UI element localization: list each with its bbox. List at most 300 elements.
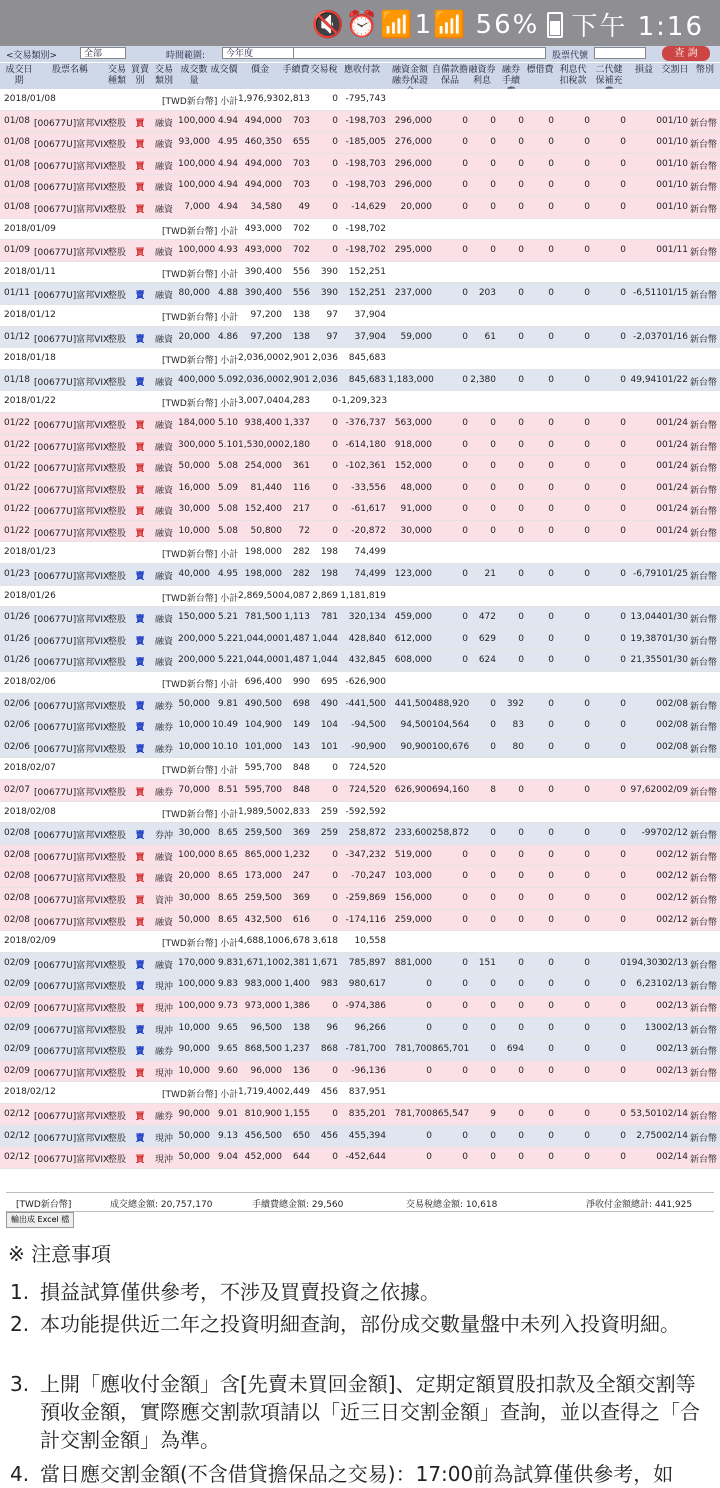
cell-trade-type: 融資 <box>154 528 173 539</box>
cell-stock-name: [00677U]富邦VIX <box>34 658 110 669</box>
cell-tax: 0 <box>332 158 338 169</box>
cell-settle-date: 02/13 <box>662 1000 688 1011</box>
cell-quantity: 184,000 <box>178 417 216 428</box>
cell-price: 9.13 <box>217 1130 238 1141</box>
header-collateral[interactable]: 自備款擔保品 <box>432 65 469 86</box>
cell-price: 5.08 <box>217 525 238 536</box>
cell-currency: 新台幣 <box>690 917 718 928</box>
type-select[interactable]: 全部 <box>80 47 126 59</box>
cell-buy-sell: 賣 <box>135 831 145 842</box>
cell-amount: 259,500 <box>244 892 282 903</box>
cell-settle-date: 02/08 <box>662 741 688 752</box>
cell-settle-date: 02/13 <box>662 979 688 990</box>
cell-margin-amount: 276,000 <box>394 137 432 148</box>
cell-margin-amount: 781,700 <box>394 1108 432 1119</box>
header-stock-name[interactable]: 股票名稱 <box>51 65 88 75</box>
cell-buy-sell: 賣 <box>135 1025 145 1036</box>
cell-buy-sell: 買 <box>135 118 145 129</box>
cell-interest-tax: 0 <box>584 461 590 472</box>
stock-code-input[interactable] <box>594 47 646 59</box>
cell-margin-interest: 0 <box>490 417 496 428</box>
cell-price: 10.10 <box>212 741 238 752</box>
cell-interest-tax: 0 <box>584 1044 590 1055</box>
cell-settle-date: 01/30 <box>662 612 688 623</box>
cell-quantity: 50,000 <box>178 914 210 925</box>
cell-margin-interest: 61 <box>484 331 496 342</box>
cell-buy-sell: 買 <box>135 161 145 172</box>
export-excel-button[interactable]: 輸出成 Excel 檔 <box>6 1212 74 1228</box>
cell-price: 8.65 <box>217 871 238 882</box>
cell-buy-sell: 賣 <box>135 1133 145 1144</box>
cell-quantity: 10,000 <box>178 741 210 752</box>
header-buy-sell[interactable]: 買賣別 <box>130 65 149 86</box>
cell-health-fee: 0 <box>620 439 626 450</box>
header-margin-interest[interactable]: 融資券利息 <box>468 65 496 86</box>
cell-currency: 新台幣 <box>690 442 718 453</box>
cell-receivable: 724,520 <box>348 763 386 774</box>
cell-trade-kind: 整股 <box>107 615 126 626</box>
cell-borrow-fee: 0 <box>548 785 554 795</box>
cell-margin-interest: 0 <box>490 914 496 925</box>
cell-fee: 702 <box>292 245 310 256</box>
cell-collateral: 104,564 <box>432 720 470 731</box>
cell-stock-name: [00677U]富邦VIX <box>34 507 110 518</box>
cell-borrow-fee: 0 <box>548 741 554 752</box>
cell-trade-date: 01/26 <box>4 612 30 623</box>
cell-profit-loss: 0 <box>656 525 662 536</box>
cell-receivable: 724,520 <box>348 785 386 795</box>
cell-health-fee: 0 <box>620 504 626 515</box>
cell-short-fee: 0 <box>518 1130 524 1141</box>
cell-borrow-fee: 0 <box>548 612 554 623</box>
cell-margin-amount: 123,000 <box>394 569 432 580</box>
cell-buy-sell: 賣 <box>135 744 145 755</box>
cell-stock-name: [00677U]富邦VIX <box>34 917 110 928</box>
cell-buy-sell: 賣 <box>135 960 145 971</box>
cell-collateral: 0 <box>462 201 468 212</box>
cell-margin-interest: 0 <box>490 482 496 493</box>
cell-borrow-fee: 0 <box>548 914 554 925</box>
table-row <box>0 888 720 910</box>
cell-stock-name: [00677U]富邦VIX <box>34 1068 110 1079</box>
cell-trade-date: 2018/02/06 <box>4 677 56 688</box>
cell-fee: 282 <box>292 569 310 580</box>
cell-stock-name: [00677U]富邦VIX <box>34 161 110 172</box>
cell-margin-interest: 9 <box>490 1108 496 1119</box>
cell-quantity: 93,000 <box>178 137 210 148</box>
header-currency[interactable]: 幣別 <box>695 65 714 75</box>
header-margin-amount[interactable]: 融資金額融券保證 <box>391 65 428 86</box>
cell-margin-amount: 626,900 <box>394 785 432 795</box>
cell-currency: 新台幣 <box>690 140 718 151</box>
cell-tax: 198 <box>320 569 338 580</box>
cell-price: 4.93 <box>217 245 238 256</box>
cell-margin-interest: 0 <box>490 720 496 731</box>
header-settle-date[interactable]: 交割日 <box>661 65 689 75</box>
cell-settle-date: 02/08 <box>662 720 688 731</box>
cell-currency: 新台幣 <box>690 1047 718 1058</box>
cell-trade-type: 融資 <box>154 507 173 518</box>
table-row <box>0 1039 720 1061</box>
cell-buy-sell: 買 <box>135 183 145 194</box>
cell-trade-date: 02/06 <box>4 741 30 752</box>
cell-trade-date: 01/22 <box>4 417 30 428</box>
cell-interest-tax: 0 <box>584 1065 590 1076</box>
cell-price: 4.94 <box>217 201 238 212</box>
cell-trade-date: 01/09 <box>4 245 30 256</box>
cell-price: 5.08 <box>217 504 238 515</box>
cell-buy-sell: 買 <box>135 1111 145 1122</box>
cell-interest-tax: 0 <box>584 1000 590 1011</box>
cell-tax: 390 <box>320 288 338 299</box>
cell-interest-tax: 0 <box>584 1108 590 1119</box>
cell-margin-interest: 151 <box>478 957 496 968</box>
cell-profit-loss: 0 <box>656 137 662 148</box>
cell-amount: 2,036,000 <box>238 374 284 385</box>
status-icons: 🔇⏰📶1📶 <box>311 9 468 40</box>
cell-settle-date: 02/13 <box>662 1022 688 1033</box>
cell-interest-tax: 0 <box>584 331 590 342</box>
cell-quantity: 100,000 <box>178 245 216 256</box>
cell-trade-kind: 整股 <box>107 658 126 669</box>
cell-health-fee: 0 <box>620 245 626 256</box>
cell-trade-type: 現沖 <box>154 1025 173 1036</box>
cell-amount: 983,000 <box>244 979 282 990</box>
cell-receivable: -974,386 <box>345 1000 386 1011</box>
cell-health-fee: 0 <box>620 482 626 493</box>
cell-quantity: 70,000 <box>178 785 210 795</box>
cell-trade-date: 2018/02/09 <box>4 936 56 947</box>
header-health-fee[interactable]: 二代健保補充 <box>595 65 623 86</box>
cell-trade-type: 融資 <box>154 118 173 129</box>
cell-short-fee: 0 <box>518 115 524 126</box>
cell-stock-name: [00677U]富邦VIX <box>34 960 110 971</box>
cell-settle-date: 02/14 <box>662 1108 688 1119</box>
cell-price: 4.95 <box>217 569 238 580</box>
cell-price: 10.49 <box>212 720 238 731</box>
cell-price: 5.08 <box>217 461 238 472</box>
header-receivable[interactable]: 應收付款 <box>343 65 380 75</box>
subtotal-row <box>0 1082 720 1104</box>
cell-collateral: 0 <box>462 504 468 515</box>
cell-interest-tax: 0 <box>584 180 590 191</box>
cell-receivable: 152,251 <box>348 266 386 277</box>
cell-fee: 990 <box>292 677 310 688</box>
cell-collateral: 0 <box>462 115 468 126</box>
cell-currency: 新台幣 <box>690 420 718 431</box>
cell-interest-tax: 0 <box>584 504 590 515</box>
cell-trade-date: 02/12 <box>4 1130 30 1141</box>
cell-trade-date: 02/07 <box>4 785 30 795</box>
cell-health-fee: 0 <box>620 849 626 860</box>
cell-trade-date: 02/06 <box>4 698 30 709</box>
cell-amount: 781,500 <box>244 612 282 623</box>
cell-settle-date: 01/24 <box>662 439 688 450</box>
cell-trade-type: [TWD新台幣] 小計 <box>162 939 239 950</box>
cell-collateral: 0 <box>462 655 468 666</box>
cell-fee: 644 <box>292 1152 310 1163</box>
code-label: 股票代號 <box>552 51 589 61</box>
cell-trade-date: 2018/02/08 <box>4 806 56 817</box>
cell-short-fee: 0 <box>518 828 524 839</box>
cell-amount: 1,989,500 <box>238 806 284 817</box>
cell-borrow-fee: 0 <box>548 439 554 450</box>
cell-fee: 703 <box>292 180 310 191</box>
header-profit-loss[interactable]: 損益 <box>634 65 653 75</box>
cell-margin-amount: 519,000 <box>394 849 432 860</box>
cell-trade-kind: 整股 <box>107 1133 126 1144</box>
cell-margin-interest: 0 <box>490 1152 496 1163</box>
cell-tax: 97 <box>326 309 338 320</box>
cell-health-fee: 0 <box>620 331 626 342</box>
cell-buy-sell: 賣 <box>135 377 145 388</box>
cell-profit-loss: 130 <box>644 1022 662 1033</box>
cell-profit-loss: 97,620 <box>630 785 662 795</box>
cell-fee: 49 <box>298 201 310 212</box>
header-quantity[interactable]: 成交數量 <box>180 65 208 86</box>
header-trade-type[interactable]: 交易類別 <box>154 65 173 86</box>
cell-receivable: 320,134 <box>348 612 386 623</box>
cell-health-fee: 0 <box>620 180 626 191</box>
table-row <box>0 629 720 651</box>
table-row <box>0 175 720 197</box>
cell-borrow-fee: 0 <box>548 482 554 493</box>
table-row <box>0 974 720 996</box>
table-row <box>0 435 720 457</box>
cell-borrow-fee: 0 <box>548 461 554 472</box>
cell-borrow-fee: 0 <box>548 331 554 342</box>
cell-fee: 2,449 <box>284 1087 310 1098</box>
cell-short-fee: 0 <box>518 1108 524 1119</box>
cell-price: 8.65 <box>217 828 238 839</box>
cell-stock-name: [00677U]富邦VIX <box>34 118 110 129</box>
cell-trade-date: 01/22 <box>4 482 30 493</box>
cell-health-fee: 0 <box>620 1130 626 1141</box>
cell-settle-date: 02/14 <box>662 1130 688 1141</box>
cell-trade-date: 01/08 <box>4 137 30 148</box>
cell-trade-type: 融資 <box>154 874 173 885</box>
cell-buy-sell: 買 <box>135 1068 145 1079</box>
cell-tax: 0 <box>332 245 338 256</box>
cell-margin-amount: 296,000 <box>394 180 432 191</box>
cell-trade-type: 融資 <box>154 917 173 928</box>
header-short-fee[interactable]: 融券手續 <box>501 65 520 86</box>
cell-amount: 1,976,930 <box>238 94 284 104</box>
cell-quantity: 90,000 <box>178 1044 210 1055</box>
cell-tax: 0 <box>332 1108 338 1119</box>
cell-trade-type: 融券 <box>154 1111 173 1122</box>
subtotal-row <box>0 89 720 111</box>
cell-profit-loss: -2,037 <box>632 331 662 342</box>
cell-trade-type: 現沖 <box>154 1155 173 1166</box>
cell-tax: 0 <box>332 180 338 191</box>
subtotal-row <box>0 305 720 327</box>
cell-trade-date: 02/08 <box>4 871 30 882</box>
cell-margin-amount: 0 <box>426 1065 432 1076</box>
header-trade-date[interactable]: 成交日期 <box>5 65 33 86</box>
cell-amount: 1,044,000 <box>238 633 284 644</box>
header-price[interactable]: 成交價 <box>210 65 238 75</box>
cell-trade-type: 資沖 <box>154 895 173 906</box>
cell-margin-interest: 0 <box>490 504 496 515</box>
cell-tax: 0 <box>332 892 338 903</box>
cell-trade-type: 融資 <box>154 442 173 453</box>
cell-tax: 0 <box>332 525 338 536</box>
cell-short-fee: 0 <box>518 439 524 450</box>
cell-borrow-fee: 0 <box>548 525 554 536</box>
cell-trade-kind: 整股 <box>107 917 126 928</box>
cell-settle-date: 02/14 <box>662 1152 688 1163</box>
cell-stock-name: [00677U]富邦VIX <box>34 636 110 647</box>
cell-trade-date: 01/18 <box>4 374 30 385</box>
cell-receivable: -347,232 <box>345 849 386 860</box>
cell-price: 4.88 <box>217 288 238 299</box>
cell-amount: 96,000 <box>250 1065 282 1076</box>
cell-price: 4.94 <box>217 158 238 169</box>
notes-title: ※ 注意事項 <box>8 1242 112 1266</box>
cell-collateral: 0 <box>462 525 468 536</box>
cell-trade-type: 現沖 <box>154 982 173 993</box>
cell-health-fee: 0 <box>620 698 626 709</box>
cell-collateral: 0 <box>462 1065 468 1076</box>
cell-short-fee: 392 <box>506 698 524 709</box>
cell-interest-tax: 0 <box>584 1022 590 1033</box>
header-tax[interactable]: 交易稅 <box>310 65 338 75</box>
cell-trade-kind: 整股 <box>107 1111 126 1122</box>
cell-trade-date: 2018/01/12 <box>4 309 56 320</box>
cell-trade-date: 2018/01/18 <box>4 353 56 364</box>
cell-health-fee: 0 <box>620 1065 626 1076</box>
cell-trade-kind: 整股 <box>107 852 126 863</box>
cell-short-fee: 0 <box>518 785 524 795</box>
cell-borrow-fee: 0 <box>548 1044 554 1055</box>
cell-stock-name: [00677U]富邦VIX <box>34 831 110 842</box>
cell-trade-date: 01/08 <box>4 158 30 169</box>
cell-collateral: 0 <box>462 569 468 580</box>
table-row <box>0 1104 720 1126</box>
cell-quantity: 100,000 <box>178 979 216 990</box>
cell-price: 8.65 <box>217 914 238 925</box>
cell-buy-sell: 買 <box>135 874 145 885</box>
cell-currency: 新台幣 <box>690 788 718 798</box>
cell-interest-tax: 0 <box>584 979 590 990</box>
header-fee[interactable]: 手續費 <box>282 65 310 75</box>
cell-currency: 新台幣 <box>690 1155 718 1166</box>
cell-health-fee: 0 <box>620 569 626 580</box>
cell-margin-amount: 0 <box>426 1152 432 1163</box>
range-select[interactable]: 今年度 <box>222 47 294 59</box>
cell-borrow-fee: 0 <box>548 245 554 256</box>
cell-trade-kind: 整股 <box>107 183 126 194</box>
cell-trade-kind: 整股 <box>107 485 126 496</box>
cell-receivable: 152,251 <box>348 288 386 299</box>
header-trade-kind[interactable]: 交易種類 <box>107 65 126 86</box>
cell-currency: 新台幣 <box>690 118 718 129</box>
table-row <box>0 953 720 975</box>
table-row <box>0 456 720 478</box>
cell-quantity: 7,000 <box>184 201 210 212</box>
cell-receivable: 258,872 <box>348 828 386 839</box>
cell-profit-loss: 0 <box>656 1152 662 1163</box>
cell-price: 4.94 <box>217 115 238 126</box>
cell-tax: 0 <box>332 396 338 407</box>
cell-trade-kind: 整股 <box>107 1047 126 1058</box>
cell-margin-amount: 233,600 <box>394 828 432 839</box>
cell-profit-loss: 0 <box>656 482 662 493</box>
header-interest-tax[interactable]: 利息代扣稅款 <box>559 65 587 86</box>
cell-amount: 390,400 <box>244 288 282 299</box>
cell-short-fee: 0 <box>518 979 524 990</box>
cell-trade-type: [TWD新台幣] 小計 <box>162 356 239 367</box>
cell-trade-type: 融資 <box>154 960 173 971</box>
cell-trade-kind: 整股 <box>107 701 126 712</box>
cell-margin-amount: 0 <box>426 1000 432 1011</box>
cell-buy-sell: 買 <box>135 528 145 539</box>
cell-short-fee: 0 <box>518 288 524 299</box>
cell-collateral: 0 <box>462 245 468 256</box>
table-row <box>0 283 720 305</box>
cell-quantity: 200,000 <box>178 633 216 644</box>
cell-receivable: -61,617 <box>351 504 386 515</box>
cell-trade-date: 01/11 <box>4 288 30 299</box>
cell-receivable: 845,683 <box>348 353 386 364</box>
cell-interest-tax: 0 <box>584 158 590 169</box>
cell-collateral: 0 <box>462 979 468 990</box>
cell-fee: 1,487 <box>284 655 310 666</box>
cell-trade-kind: 整股 <box>107 1068 126 1079</box>
cell-receivable: -33,556 <box>351 482 386 493</box>
cell-health-fee: 0 <box>620 374 626 385</box>
cell-margin-interest: 0 <box>490 461 496 472</box>
cell-stock-name: [00677U]富邦VIX <box>34 1133 110 1144</box>
cell-settle-date: 01/24 <box>662 482 688 493</box>
cell-trade-date: 02/08 <box>4 892 30 903</box>
table-row <box>0 154 720 176</box>
cell-receivable: 835,201 <box>348 1108 386 1119</box>
cell-trade-type: [TWD新台幣] 小計 <box>162 809 239 820</box>
cell-trade-kind: 整股 <box>107 874 126 885</box>
cell-tax: 456 <box>320 1087 338 1098</box>
cell-trade-type: 融資 <box>154 334 173 345</box>
header-borrow-fee[interactable]: 標借費 <box>526 65 554 75</box>
cell-profit-loss: 0 <box>656 741 662 752</box>
cell-profit-loss: 0 <box>656 892 662 903</box>
cell-health-fee: 0 <box>620 288 626 299</box>
cell-fee: 556 <box>292 288 310 299</box>
cell-health-fee: 0 <box>620 785 626 795</box>
cell-trade-date: 02/09 <box>4 979 30 990</box>
header-amount[interactable]: 價金 <box>250 65 269 75</box>
subtotal-row <box>0 586 720 608</box>
cell-amount: 865,000 <box>244 849 282 860</box>
cell-interest-tax: 0 <box>584 525 590 536</box>
cell-trade-date: 02/12 <box>4 1152 30 1163</box>
cell-interest-tax: 0 <box>584 785 590 795</box>
cell-short-fee: 0 <box>518 374 524 385</box>
cell-fee: 556 <box>292 266 310 277</box>
cell-tax: 781 <box>320 612 338 623</box>
cell-price: 9.60 <box>217 1065 238 1076</box>
cell-short-fee: 0 <box>518 569 524 580</box>
cell-tax: 868 <box>320 1044 338 1055</box>
cell-amount: 96,500 <box>250 1022 282 1033</box>
cell-tax: 0 <box>332 94 338 104</box>
cell-currency: 新台幣 <box>690 723 718 734</box>
query-button[interactable]: 查 詢 <box>662 46 710 61</box>
cell-margin-amount: 295,000 <box>394 245 432 256</box>
cell-margin-amount: 881,000 <box>394 957 432 968</box>
cell-currency: 新台幣 <box>690 1111 718 1122</box>
